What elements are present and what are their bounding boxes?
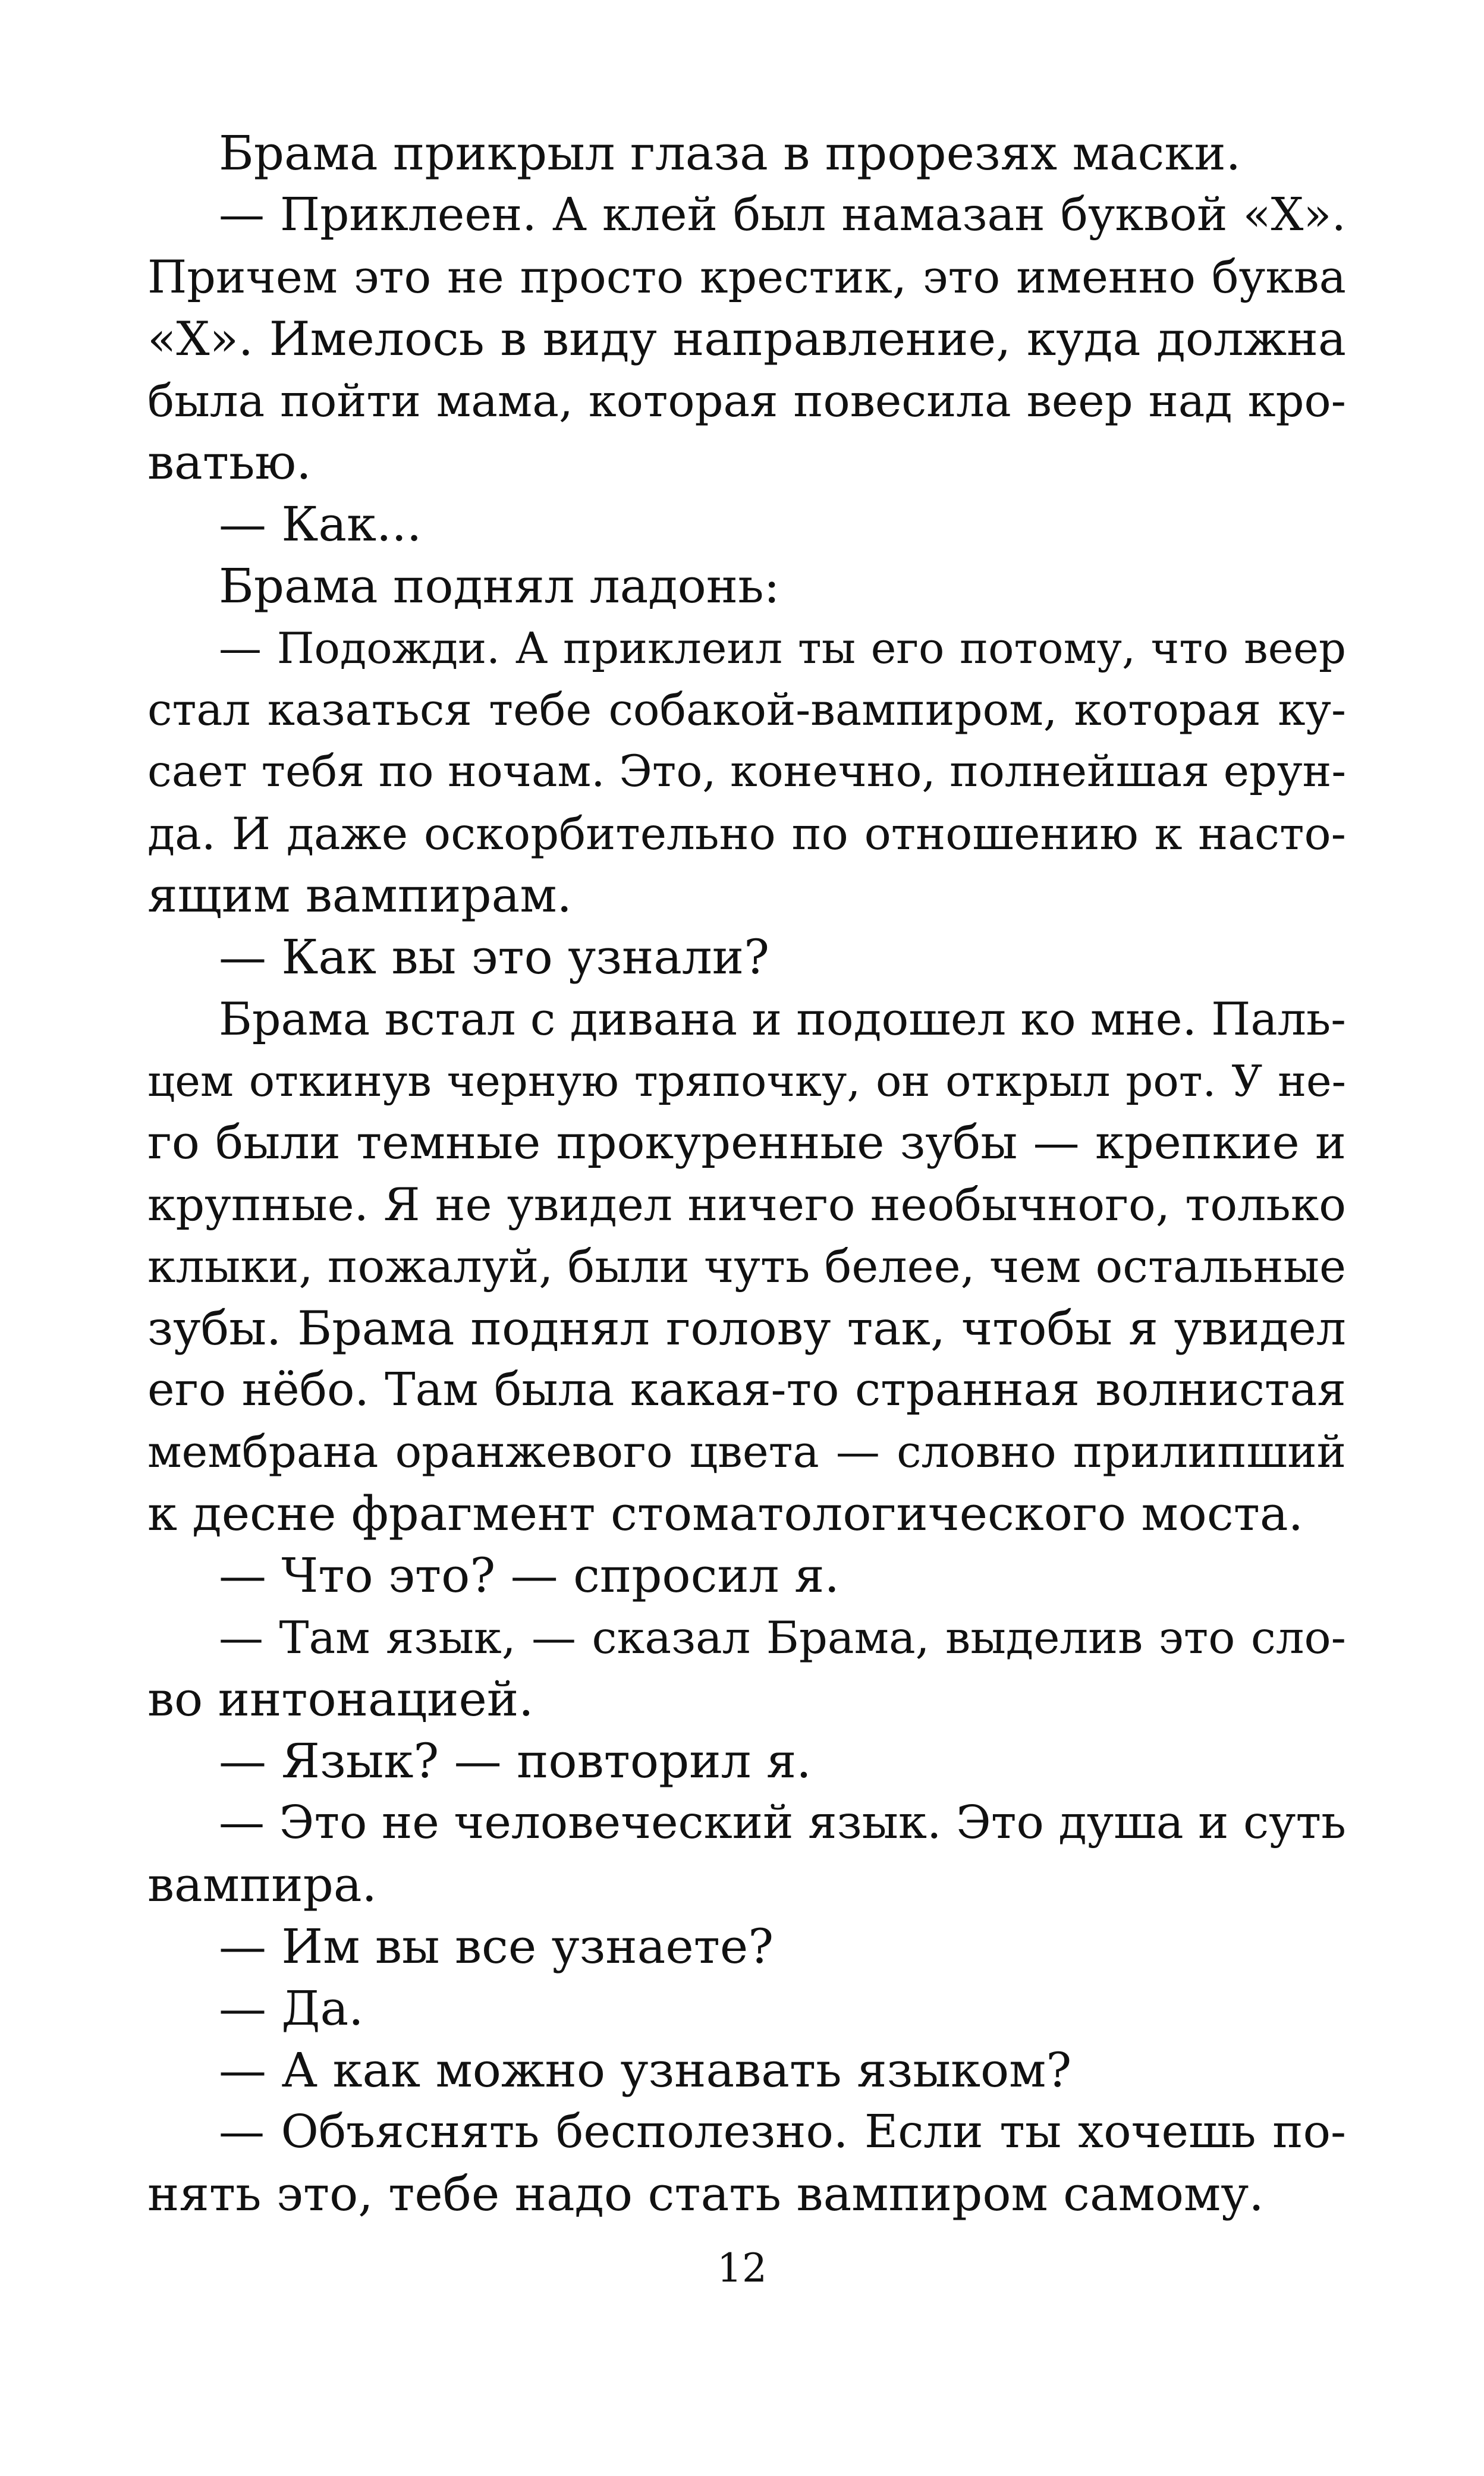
- text-line: мембрана оранжевого цвета — словно прилипший: [147, 1426, 1346, 1478]
- text-line: ящим вампирам.: [147, 868, 572, 923]
- text-line: — Как вы это узнали?: [219, 929, 770, 985]
- text-line: была пойти мама, которая повесила веер над кро-: [147, 375, 1346, 427]
- text-line: — Да.: [219, 1981, 364, 2036]
- text-line: ватью.: [147, 435, 312, 490]
- text-line: к десне фрагмент стоматологического моста.: [147, 1486, 1304, 1541]
- text-line: — А как можно узнавать языком?: [219, 2043, 1072, 2098]
- text-line: — Объяснять бесполезно. Если ты хочешь по-: [219, 2106, 1346, 2158]
- page-number: 12: [717, 2245, 767, 2291]
- text-line: — Это не человеческий язык. Это душа и суть: [219, 1796, 1346, 1849]
- book-page: [147, 122, 1346, 2225]
- text-line: Брама прикрыл глаза в прорезях маски.: [219, 125, 1241, 181]
- text-line: — Как...: [219, 497, 422, 552]
- text-line: «Х». Имелось в виду направление, куда должна: [147, 312, 1346, 366]
- text-line: — Им вы все узнаете?: [219, 1919, 774, 1974]
- text-line: крупные. Я не увидел ничего необычного, только: [147, 1178, 1346, 1231]
- text-line: да. И даже оскорбительно по отношению к насто-: [147, 807, 1346, 860]
- text-line: Брама поднял ладонь:: [219, 558, 780, 614]
- text-line: — Язык? — повторил я.: [219, 1733, 812, 1789]
- text-line: Причем это не просто крестик, это именно буква: [147, 250, 1346, 303]
- text-line: зубы. Брама поднял голову так, чтобы я увидел: [147, 1301, 1346, 1356]
- text-line: цем откинув черную тряпочку, он открыл рот. У не-: [147, 1056, 1346, 1106]
- text-line: во интонацией.: [147, 1671, 534, 1727]
- text-line: го были темные прокуренные зубы — крепкие и: [147, 1116, 1346, 1170]
- text-line: Брама встал с дивана и подошел ко мне. Паль-: [219, 992, 1346, 1045]
- text-line: нять это, тебе надо стать вампиром самому.: [147, 2166, 1264, 2222]
- text-line: клыки, пожалуй, были чуть белее, чем остальные: [147, 1240, 1346, 1293]
- text-line: стал казаться тебе собакой-вампиром, которая ку-: [147, 684, 1346, 736]
- text-line: — Приклеен. А клей был намазан буквой «Х».: [219, 188, 1346, 241]
- text-line: вампира.: [147, 1857, 377, 1912]
- text-line: — Что это? — спросил я.: [219, 1548, 840, 1603]
- text-line: — Подожди. А приклеил ты его потому, что веер: [219, 623, 1346, 673]
- text-line: — Там язык, — сказал Брама, выделив это сло-: [219, 1611, 1346, 1664]
- text-line: сает тебя по ночам. Это, конечно, полнейшая ерун-: [147, 746, 1346, 797]
- text-line: его нёбо. Там была какая-то странная волнистая: [147, 1363, 1346, 1416]
- body-text: [147, 122, 1346, 2225]
